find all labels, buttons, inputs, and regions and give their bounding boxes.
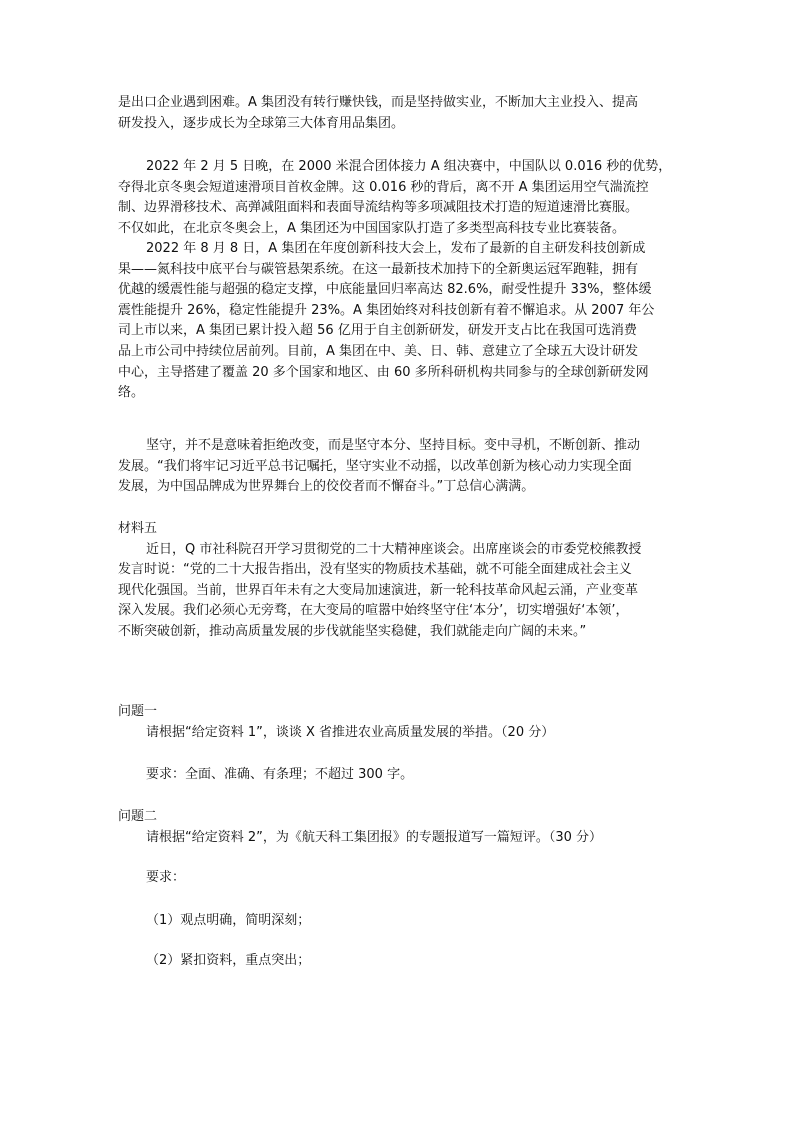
text-line: 品上市公司中持续位居前列。目前，A 集团在中、美、日、韩、意建立了全球五大设计研发 (118, 343, 639, 359)
paragraph-2 (118, 157, 688, 239)
requirement-item: （1）观点明确，简明深刻； (146, 912, 311, 928)
question-requirement: 要求：全面、准确、有条理；不超过 300 字。 (146, 767, 414, 783)
text-line: 发展。“我们将牢记习近平总书记嘱托，坚守实业不动摇，以改革创新为核心动力实现全面 (118, 458, 632, 474)
section-heading: 材料五 (118, 521, 158, 536)
paragraph-3 (118, 239, 688, 404)
question-prompt: 请根据“给定资料 2”，为《航天科工集团报》的专题报道写一篇短评。（30 分） (146, 829, 603, 845)
text-line: 制、边界滑移技术、高弹减阻面料和表面导流结构等多项减阻技术打造的短道速滑比赛服。 (118, 200, 639, 216)
text-line: 夺得北京冬奥会短道速滑项目首枚金牌。这 0.016 秒的背后，离不开 A 集团运用空气湍流控 (118, 179, 649, 195)
text-line: 果——氮科技中底平台与碳管悬架系统。在这一最新技术加持下的全新奥运冠军跑鞋，拥有 (118, 261, 639, 277)
text-line: 2022 年 8 月 8 日，A 集团在年度创新科技大会上，发布了最新的自主研发科技创新成 (146, 241, 646, 256)
paragraph-1 (118, 93, 688, 134)
requirement-item: （2）紧扣资料，重点突出； (146, 953, 311, 969)
paragraph-4 (118, 436, 688, 498)
text-line: 发言时说：“党的二十大报告指出，没有坚实的物质技术基础，就不可能全面建成社会主义 (118, 562, 632, 578)
text-line: 近日，Q 市社科院召开学习贯彻党的二十大精神座谈会。出席座谈会的市委党校熊教授 (146, 541, 642, 557)
text-line: 中心，主导搭建了覆盖 20 多个国家和地区、由 60 多所科研机构共同参与的全球创新研发网 (118, 364, 649, 380)
text-line: 不仅如此，在北京冬奥会上，A 集团还为中国国家队打造了多类型高科技专业比赛装备。 (118, 220, 626, 236)
material-five (118, 519, 688, 643)
question-title: 问题二 (118, 809, 158, 824)
text-line: 络。 (118, 385, 145, 401)
question-requirement: 要求： (146, 870, 186, 886)
question-2 (118, 807, 688, 972)
text-line: 2022 年 2 月 5 日晚，在 2000 米混合团体接力 A 组决赛中，中国队以 0.016 秒的优势， (146, 159, 672, 174)
text-line: 司上市以来，A 集团已累计投入超 56 亿用于自主创新研发，研发开支占比在我国可选消费 (118, 323, 637, 339)
text-line: 发展，为中国品牌成为世界舞台上的佼佼者而不懈奋斗。”丁总信心满满。 (118, 479, 535, 495)
question-1 (118, 702, 688, 786)
text-line: 坚守，并不是意味着拒绝改变，而是坚守本分、坚持目标。变中寻机，不断创新、推动 (146, 438, 641, 453)
text-line: 优越的缓震性能与超强的稳定支撑，中底能量回归率高达 82.6%，耐受性提升 33%，整体缓 (118, 282, 652, 298)
text-line: 研发投入，逐步成长为全球第三大体育用品集团。 (118, 115, 405, 131)
text-line: 现代化强国。当前，世界百年未有之大变局加速演进，新一轮科技革命风起云涌，产业变革 (118, 582, 639, 598)
question-title: 问题一 (118, 704, 158, 719)
text-line: 不断突破创新，推动高质量发展的步伐就能坚实稳健，我们就能走向广阔的未来。” (118, 623, 587, 639)
text-line: 震性能提升 26%，稳定性能提升 23%。A 集团始终对科技创新有着不懈追求。从 2007 年公 (118, 302, 655, 318)
text-line: 是出口企业遇到困难。A 集团没有转行赚快钱，而是坚持做实业，不断加大主业投入、提高 (118, 95, 639, 110)
question-prompt: 请根据“给定资料 1”，谈谈 X 省推进农业高质量发展的举措。（20 分） (146, 724, 555, 740)
text-line: 深入发展。我们必须心无旁骛，在大变局的喧嚣中始终坚守住‘本分’，切实增强好‘本领’， (118, 603, 629, 619)
